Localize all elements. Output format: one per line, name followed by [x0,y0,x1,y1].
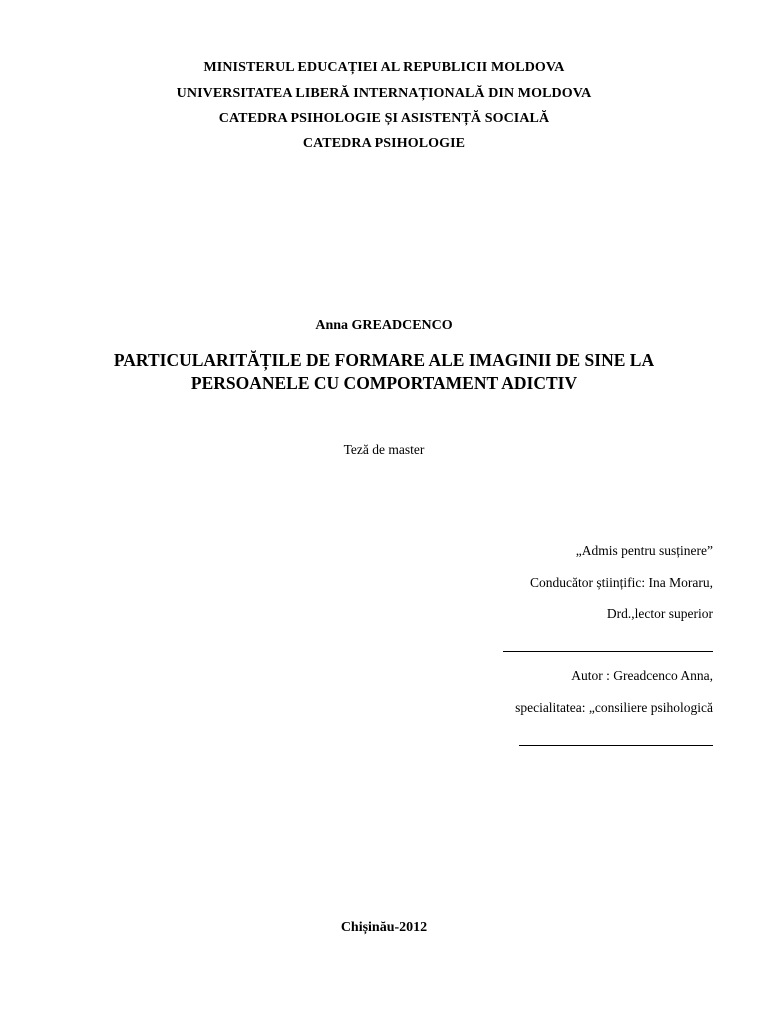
thesis-title-line-2: PERSOANELE CU COMPORTAMENT ADICTIV [190,373,578,393]
chair-name: CATEDRA PSIHOLOGIE [302,136,466,151]
department-name: CATEDRA PSIHOLOGIE ȘI ASISTENȚĂ SOCIALĂ [218,111,550,126]
supervisor-signature-line [503,651,713,652]
admission-statement: „Admis pentru susținere” [575,543,713,558]
university-name: UNIVERSITATEA LIBERĂ INTERNAȚIONALĂ DIN MOLDOVA [176,86,592,101]
supervisor-title: Drd.,lector superior [606,606,713,621]
specialty-line: specialitatea: „consiliere psihologică [515,700,713,715]
author-line: Autor : Greadcenco Anna, [571,668,713,683]
city-year: Chișinău-2012 [340,920,428,935]
author-signature-line [519,745,713,746]
ministry-name: MINISTERUL EDUCAȚIEI AL REPUBLICII MOLDOVA [203,60,565,75]
thesis-type: Teză de master [343,442,425,457]
thesis-title-line-1: PARTICULARITĂȚILE DE FORMARE ALE IMAGINII DE SINE LA [113,350,655,370]
author-name: Anna GREADCENCO [315,318,453,333]
scientific-supervisor: Conducător științific: Ina Moraru, [530,575,713,590]
